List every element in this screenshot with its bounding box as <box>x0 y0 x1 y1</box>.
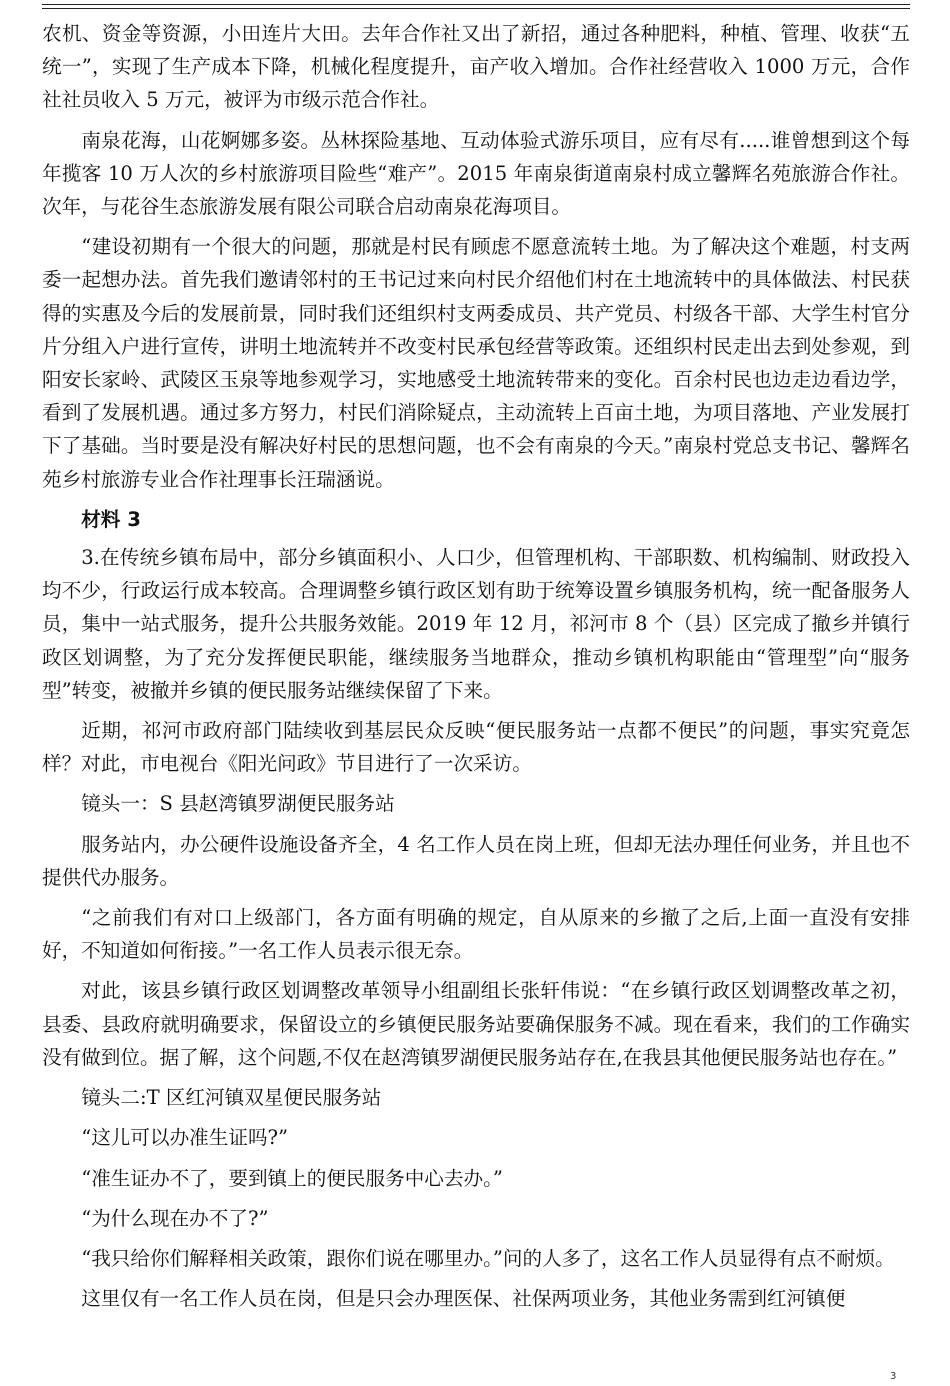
document-body <box>42 17 910 1322</box>
paragraph-land-transfer-quote: “建设初期有一个很大的问题，那就是村民有顾虑不愿意流转土地。为了解决这个难题，村支两委一起想办法。首先我们邀请邻村的王书记过来向村民介绍他们村在土地流转中的具体做法、村民获得的实惠及今后的发展前景，同时我们还组织村支两委成员、共产党员、村级各干部、大学生村官分片分组入户进行宣传，讲明土地流转并不改变村民承包经营等政策。还组织村民走出去到处参观，到阳安长家岭、武陵区玉泉等地参观学习，实地感受土地流转带来的变化。百余村民也边走边看边学，看到了发展机遇。通过多方努力，村民们消除疑点，主动流转上百亩土地，为项目落地、产业发展打下了基础。当时要是没有解决好村民的思想问题，也不会有南泉的今天。”南泉村党总支书记、馨辉名苑乡村旅游专业合作社理事长汪瑞涵说。 <box>42 235 910 491</box>
material-3-heading: 材料 3 <box>81 507 141 531</box>
shot-2-paragraph: “这儿可以办准生证吗?” <box>81 1126 289 1150</box>
page-number: 3 <box>890 1371 897 1382</box>
shot-2-paragraph: 这里仅有一名工作人员在岗，但是只会办理医保、社保两项业务，其他业务需到红河镇便 <box>81 1287 846 1311</box>
shot-2-paragraph: “为什么现在办不了?” <box>81 1206 269 1230</box>
shot-2-paragraph: “准生证办不了，要到镇上的便民服务中心去办。” <box>81 1166 503 1190</box>
shot-2-paragraph: “我只给你们解释相关政策，跟你们说在哪里办。”问的人多了，这名工作人员显得有点不耐烦。 <box>81 1246 895 1270</box>
paragraph-cooperative-results: 农机、资金等资源，小田连片大田。去年合作社又出了新招，通过各种肥料，种植、管理、收获“五统一”，实现了生产成本下降，机械化程度提升，亩产收入增加。合作社经营收入 1000 万元，合作社社员收入 5 万元，被评为市级示范合作社。 <box>42 22 910 112</box>
top-rule-1 <box>42 4 910 5</box>
top-rule-2 <box>42 8 910 9</box>
paragraph-tv-interview: 近期，祁河市政府部门陆续收到基层民众反映“便民服务站一点都不便民”的问题，事实究竟怎样？对此，市电视台《阳光问政》节目进行了一次采访。 <box>42 719 910 776</box>
shot-2-title: 镜头二:T 区红河镇双星便民服务站 <box>81 1086 382 1110</box>
paragraph-township-merger: 3.在传统乡镇布局中，部分乡镇面积小、人口少，但管理机构、干部职数、机构编制、财政投入均不少，行政运行成本较高。合理调整乡镇行政区划有助于统筹设置乡镇服务机构，统一配备服务人员，集中一站式服务，提升公共服务效能。2019 年 12 月，祁河市 8 个（县）区完成了撤乡并镇行政区划调整，为了充分发挥便民职能，继续服务当地群众，推动乡镇机构职能由“管理型”向“服务型”转变，被撤并乡镇的便民服务站继续保留了下来。 <box>42 546 910 702</box>
shot-1-paragraph: “之前我们有对口上级部门，各方面有明确的规定，自从原来的乡撤了之后,上面一直没有安排好，不知道如何衔接。”一名工作人员表示很无奈。 <box>42 906 910 963</box>
shot-1-title: 镜头一：S 县赵湾镇罗湖便民服务站 <box>81 792 395 816</box>
paragraph-nanquan-flower-sea: 南泉花海，山花婀娜多姿。丛林探险基地、互动体验式游乐项目，应有尽有.....谁曾想到这个每年揽客 10 万人次的乡村旅游项目险些“难产”。2015 年南泉街道南泉村成立馨辉名苑旅游合作社。次年，与花谷生态旅游发展有限公司联合启动南泉花海项目。 <box>42 128 910 219</box>
shot-1-paragraph: 服务站内，办公硬件设施设备齐全，4 名工作人员在岗上班，但却无法办理任何业务，并且也不提供代办服务。 <box>42 832 910 889</box>
shot-1-paragraph: 对此，该县乡镇行政区划调整改革领导小组副组长张轩伟说：“在乡镇行政区划调整改革之初，县委、县政府就明确要求，保留设立的乡镇便民服务站要确保服务不减。现在看来，我们的工作确实没有做到位。据了解，这个问题,不仅在赵湾镇罗湖便民服务站存在,在我县其他便民服务站也存在。” <box>42 979 911 1069</box>
